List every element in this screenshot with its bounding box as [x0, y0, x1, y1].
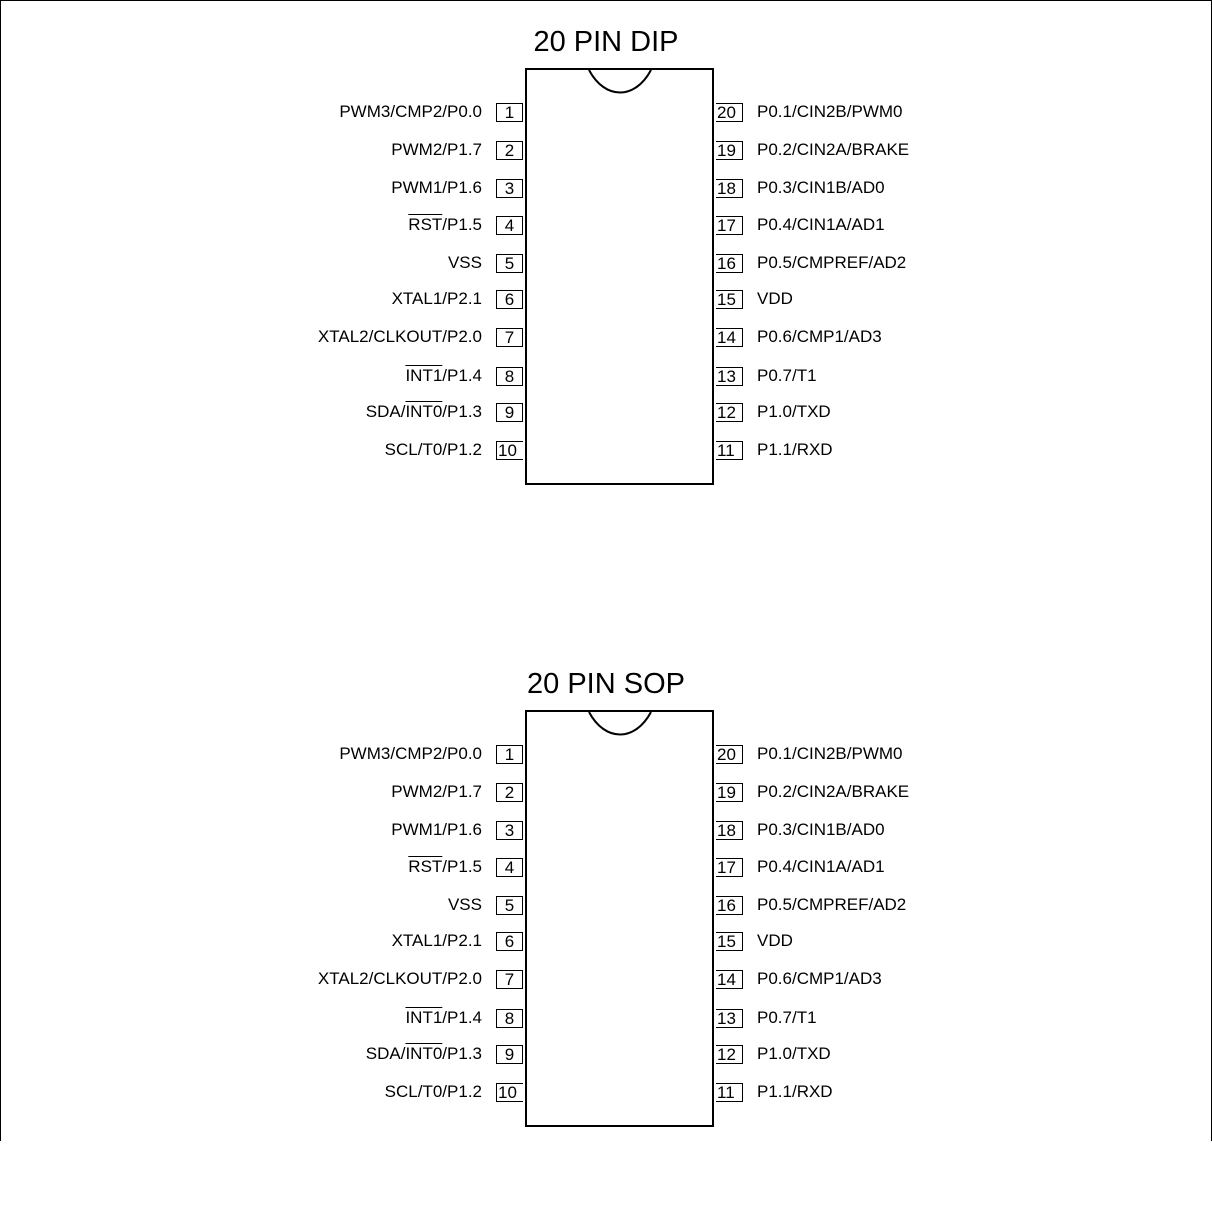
pin-number: 15: [716, 932, 743, 951]
pin-number: 7: [496, 328, 523, 347]
pin-label-part: SCL/T0/P1.2: [384, 440, 482, 459]
pin-label-left: [385, 440, 482, 460]
chip-body: [525, 710, 714, 1127]
pin-label-right: P0.2/CIN2A/BRAKE: [757, 140, 910, 159]
pin-label-part: PWM2/P1.7: [391, 140, 482, 159]
pin-label-overlined: INT0: [405, 1044, 443, 1063]
pin-number: 20: [716, 103, 743, 122]
pin-label-part: /P1.5: [442, 857, 482, 876]
pin-number: 5: [496, 254, 523, 273]
pin-number: 6: [496, 290, 523, 309]
pin1-notch: [527, 712, 716, 752]
pin-number: 11: [716, 1083, 743, 1102]
pin-label-overlined: INT0: [405, 402, 443, 421]
pin-number: 13: [716, 367, 743, 386]
pin-label-right: P1.0/TXD: [757, 402, 831, 421]
pin-label-part: XTAL1/P2.1: [391, 931, 482, 950]
pin-number: 12: [716, 1045, 743, 1064]
pin-label-part: SDA/: [365, 402, 406, 421]
pin-label-overlined: $\overline{RST}$: [408, 857, 443, 876]
pin-label-right: P0.1/CIN2B/PWM0: [757, 102, 903, 121]
pin-label-right: P0.7/T1: [757, 366, 817, 385]
package-title: 20 PIN DIP: [533, 26, 679, 58]
pin-label-left: [391, 140, 482, 160]
pin-label-left: [366, 402, 482, 422]
pin-label-right: P0.5/CMPREF/AD2: [757, 253, 907, 272]
pin-label-right: P0.6/CMP1/AD3: [757, 969, 882, 988]
pin-number: 19: [716, 141, 743, 160]
pin-number: 11: [716, 441, 743, 460]
pin-label-part: PWM3/CMP2/P0.0: [339, 744, 482, 763]
pin-number: 8: [496, 367, 523, 386]
pin-number: 7: [496, 970, 523, 989]
pin-label-right: VDD: [757, 931, 793, 950]
pin-label-part: XTAL2/CLKOUT/P2.0: [317, 969, 482, 988]
pin-label-part: VSS: [447, 895, 482, 914]
pin-number: 14: [716, 328, 743, 347]
pin-label-right: P0.7/T1: [757, 1008, 817, 1027]
pin-label-left: [366, 1044, 482, 1064]
pin-label-left: [392, 289, 482, 309]
pin-number: 9: [496, 403, 523, 422]
pin-label-right: P0.1/CIN2B/PWM0: [757, 744, 903, 763]
chip-body: [525, 68, 714, 485]
pin-label-overlined: INT1: [405, 366, 443, 385]
pin-label-part: /P1.5: [442, 215, 482, 234]
pin-number: 1: [496, 745, 523, 764]
pin-number: 16: [716, 896, 743, 915]
pin-label-part: PWM1/P1.6: [391, 820, 482, 839]
pin-number: 10: [496, 1083, 523, 1102]
pin-number: 6: [496, 932, 523, 951]
pin-number: 19: [716, 783, 743, 802]
pin-label-left: [385, 1082, 482, 1102]
pin-label-part: XTAL2/CLKOUT/P2.0: [317, 327, 482, 346]
pin-number: 4: [496, 216, 523, 235]
pin-number: 14: [716, 970, 743, 989]
pin-number: 17: [716, 858, 743, 877]
package-dip: [0, 16, 1212, 576]
pin-label-right: P0.3/CIN1B/AD0: [757, 178, 885, 197]
pin-label-right: P0.2/CIN2A/BRAKE: [757, 782, 910, 801]
pin-number: 9: [496, 1045, 523, 1064]
pin-label-left: [405, 366, 482, 386]
pin-label-right: P0.6/CMP1/AD3: [757, 327, 882, 346]
pin-label-part: PWM1/P1.6: [391, 178, 482, 197]
pin1-notch: [527, 70, 716, 110]
pin-number: 2: [496, 783, 523, 802]
pin-label-part: /P1.4: [442, 366, 482, 385]
pin-label-part: PWM3/CMP2/P0.0: [339, 102, 482, 121]
pin-label-left: [448, 253, 482, 273]
pin-label-part: /P1.3: [442, 402, 482, 421]
pin-label-overlined: $\overline{RST}$: [408, 215, 443, 234]
pin-label-left: [339, 102, 482, 122]
pin-number: 20: [716, 745, 743, 764]
pin-number: 3: [496, 821, 523, 840]
pin-label-left: [391, 178, 482, 198]
pin-label-right: P1.1/RXD: [757, 1082, 833, 1101]
pin-label-part: PWM2/P1.7: [391, 782, 482, 801]
pin-label-part: SCL/T0/P1.2: [384, 1082, 482, 1101]
pin-number: 13: [716, 1009, 743, 1028]
pin-label-part: XTAL1/P2.1: [391, 289, 482, 308]
pin-number: 15: [716, 290, 743, 309]
pin-label-right: P0.3/CIN1B/AD0: [757, 820, 885, 839]
pin-number: 3: [496, 179, 523, 198]
pin-label-left: [318, 327, 482, 347]
pin-label-left: [391, 820, 482, 840]
pin-label-right: P1.1/RXD: [757, 440, 833, 459]
pin-number: 5: [496, 896, 523, 915]
pin-label-right: P0.4/CIN1A/AD1: [757, 215, 885, 234]
pin-label-part: /P1.4: [442, 1008, 482, 1027]
pin-label-left: [408, 215, 482, 235]
pin-label-left: [339, 744, 482, 764]
pin-number: 18: [716, 821, 743, 840]
pin-label-right: P0.5/CMPREF/AD2: [757, 895, 907, 914]
pin-number: 4: [496, 858, 523, 877]
pin-number: 18: [716, 179, 743, 198]
pin-number: 8: [496, 1009, 523, 1028]
pin-number: 2: [496, 141, 523, 160]
package-sop: [0, 658, 1212, 1218]
pin-label-right: P0.4/CIN1A/AD1: [757, 857, 885, 876]
pin-label-left: [408, 857, 482, 877]
pin-number: 12: [716, 403, 743, 422]
pin-number: 17: [716, 216, 743, 235]
pin-label-part: SDA/: [365, 1044, 406, 1063]
pin-label-left: [405, 1008, 482, 1028]
pin-label-left: [448, 895, 482, 915]
pin-label-left: [318, 969, 482, 989]
pin-number: 10: [496, 441, 523, 460]
pin-label-part: VSS: [447, 253, 482, 272]
pin-number: 1: [496, 103, 523, 122]
pin-label-right: P1.0/TXD: [757, 1044, 831, 1063]
pin-label-overlined: INT1: [405, 1008, 443, 1027]
pin-number: 16: [716, 254, 743, 273]
package-title: 20 PIN SOP: [527, 668, 685, 700]
pin-label-left: [391, 782, 482, 802]
pin-label-part: /P1.3: [442, 1044, 482, 1063]
pin-label-left: [392, 931, 482, 951]
pin-label-right: VDD: [757, 289, 793, 308]
